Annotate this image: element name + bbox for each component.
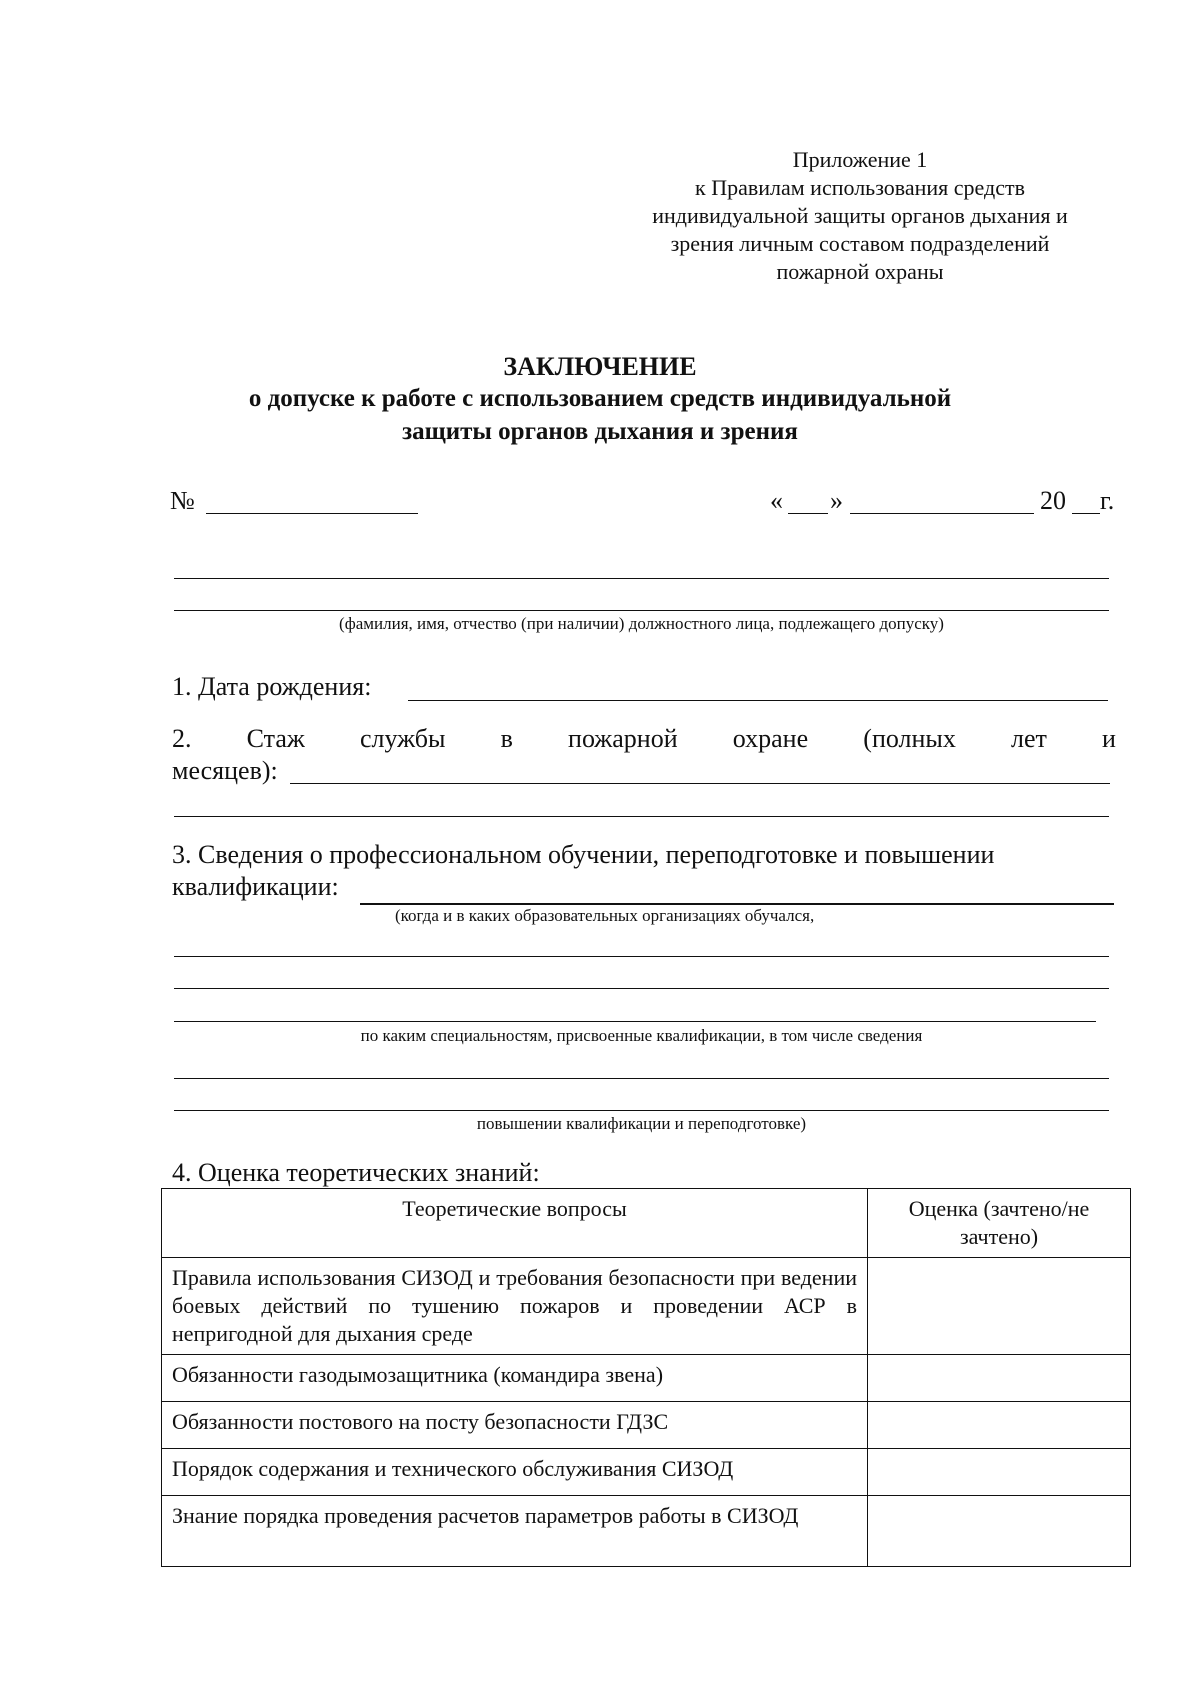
appendix-line: к Правилам использования средств bbox=[695, 175, 1025, 200]
word: лет bbox=[1011, 724, 1047, 753]
fio-line-1[interactable] bbox=[174, 578, 1109, 579]
questions-column-header: Теоретические вопросы bbox=[162, 1189, 868, 1258]
number-label: № bbox=[170, 486, 195, 515]
table-row bbox=[162, 1355, 1131, 1402]
appendix-note bbox=[600, 146, 1120, 286]
question-cell: Порядок содержания и технического обслуживания СИЗОД bbox=[162, 1449, 868, 1496]
word: службы bbox=[359, 724, 446, 753]
training-field[interactable] bbox=[360, 903, 1114, 905]
question-cell: Обязанности постового на посту безопасности ГДЗС bbox=[162, 1402, 868, 1449]
day-field[interactable] bbox=[788, 513, 828, 514]
word: в bbox=[500, 724, 513, 753]
service-length-extra-line[interactable] bbox=[174, 816, 1109, 817]
table-row bbox=[162, 1258, 1131, 1355]
training-caption-1: (когда и в каких образовательных организациях обучался, bbox=[395, 906, 815, 925]
grade-cell[interactable] bbox=[868, 1449, 1131, 1496]
training-line-5[interactable] bbox=[174, 1078, 1109, 1079]
date-quote-close: » bbox=[830, 486, 843, 515]
training-line-3[interactable] bbox=[174, 988, 1109, 989]
document-subtitle-line2: защиты органов дыхания и зрения bbox=[402, 418, 798, 445]
training-info-line2: квалификации: bbox=[172, 872, 339, 901]
question-cell: Знание порядка проведения расчетов параметров работы в СИЗОД bbox=[162, 1496, 868, 1567]
training-line-6[interactable] bbox=[174, 1110, 1109, 1111]
birth-date-label: 1. Дата рождения: bbox=[172, 672, 372, 701]
table-row bbox=[162, 1449, 1131, 1496]
question-cell: Правила использования СИЗОД и требования безопасности при ведении боевых действий по тушению пожаров и проведении АСР в непригодной для дыхания среде bbox=[162, 1258, 868, 1355]
table-header-row bbox=[162, 1189, 1131, 1258]
year-field[interactable] bbox=[1072, 513, 1100, 514]
table-row bbox=[162, 1496, 1131, 1567]
word: 2. bbox=[172, 724, 192, 753]
year-suffix: г. bbox=[1100, 486, 1115, 515]
month-field[interactable] bbox=[850, 513, 1034, 514]
document-subtitle-line1: о допуске к работе с использованием средств индивидуальной bbox=[248, 385, 952, 412]
training-line-2[interactable] bbox=[174, 956, 1109, 957]
word: охране bbox=[732, 724, 809, 753]
training-caption-2: по каким специальностям, присвоенные квалификации, в том числе сведения bbox=[360, 1026, 923, 1045]
training-line-4[interactable] bbox=[174, 1021, 1096, 1022]
service-length-line1 bbox=[172, 724, 1116, 754]
service-length-line2: месяцев): bbox=[172, 756, 278, 785]
fio-caption: (фамилия, имя, отчество (при наличии) должностного лица, подлежащего допуску) bbox=[339, 614, 944, 633]
training-caption-3: повышении квалификации и переподготовке) bbox=[476, 1114, 807, 1133]
appendix-line: пожарной охраны bbox=[776, 259, 944, 284]
birth-date-field[interactable] bbox=[408, 700, 1108, 701]
word: Стаж bbox=[246, 724, 305, 753]
date-quote-open: « bbox=[770, 486, 783, 515]
table-row bbox=[162, 1402, 1131, 1449]
fio-line-2[interactable] bbox=[174, 610, 1109, 611]
question-cell: Обязанности газодымозащитника (командира звена) bbox=[162, 1355, 868, 1402]
grade-column-header: Оценка (зачтено/не зачтено) bbox=[868, 1189, 1131, 1258]
document-title: ЗАКЛЮЧЕНИЕ bbox=[503, 352, 697, 381]
service-length-field[interactable] bbox=[290, 783, 1110, 784]
word: и bbox=[1102, 724, 1116, 753]
number-field[interactable] bbox=[206, 513, 418, 514]
appendix-line: зрения личным составом подразделений bbox=[670, 231, 1050, 256]
grade-cell[interactable] bbox=[868, 1258, 1131, 1355]
theory-assessment-label: 4. Оценка теоретических знаний: bbox=[172, 1158, 540, 1187]
word: (полных bbox=[863, 724, 956, 753]
appendix-line: Приложение 1 bbox=[792, 147, 928, 172]
year-prefix: 20 bbox=[1040, 486, 1066, 515]
grade-cell[interactable] bbox=[868, 1355, 1131, 1402]
grade-cell[interactable] bbox=[868, 1496, 1131, 1567]
word: пожарной bbox=[568, 724, 678, 753]
grade-cell[interactable] bbox=[868, 1402, 1131, 1449]
theory-assessment-table bbox=[161, 1188, 1131, 1567]
training-info-line1: 3. Сведения о профессиональном обучении, переподготовке и повышении bbox=[172, 840, 995, 869]
appendix-line: индивидуальной защиты органов дыхания и bbox=[652, 203, 1068, 228]
